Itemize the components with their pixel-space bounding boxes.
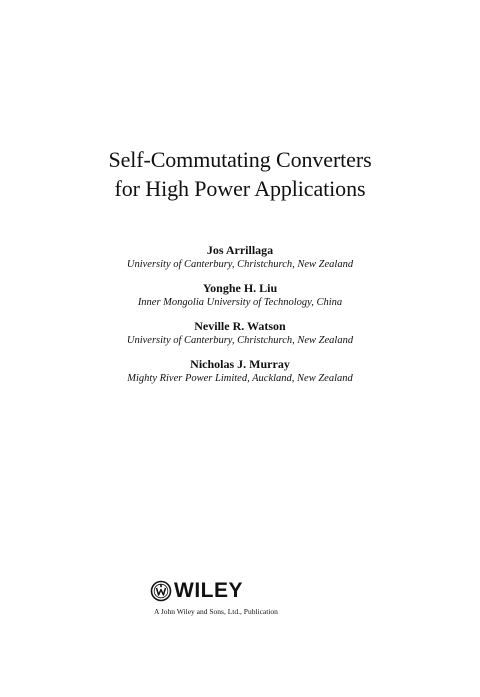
author-affiliation: Inner Mongolia University of Technology, China: [137, 297, 343, 308]
author-name: Jos Arrillaga: [206, 243, 274, 257]
publisher-line: A John Wiley and Sons, Ltd., Publication: [154, 607, 278, 616]
author-affiliation: University of Canterbury, Christchurch, New Zealand: [126, 335, 354, 346]
publisher-imprint: [150, 578, 330, 617]
wiley-logo-icon: [150, 580, 172, 602]
author-block-2: [0, 281, 480, 309]
author-block-1: [0, 243, 480, 271]
author-name: Neville R. Watson: [194, 319, 286, 333]
author-name: Nicholas J. Murray: [190, 357, 290, 371]
author-name: Yonghe H. Liu: [202, 281, 278, 295]
author-affiliation: Mighty River Power Limited, Auckland, New Zealand: [127, 373, 353, 384]
publisher-logo-text: WILEY: [174, 579, 243, 602]
publisher-logo: [150, 578, 330, 604]
book-title-line-2: for High Power Applications: [114, 176, 366, 201]
author-affiliation: University of Canterbury, Christchurch, New Zealand: [126, 259, 354, 270]
author-block-4: [0, 357, 480, 385]
author-block-3: [0, 319, 480, 347]
book-title-line-1: Self-Commutating Converters: [108, 147, 372, 172]
